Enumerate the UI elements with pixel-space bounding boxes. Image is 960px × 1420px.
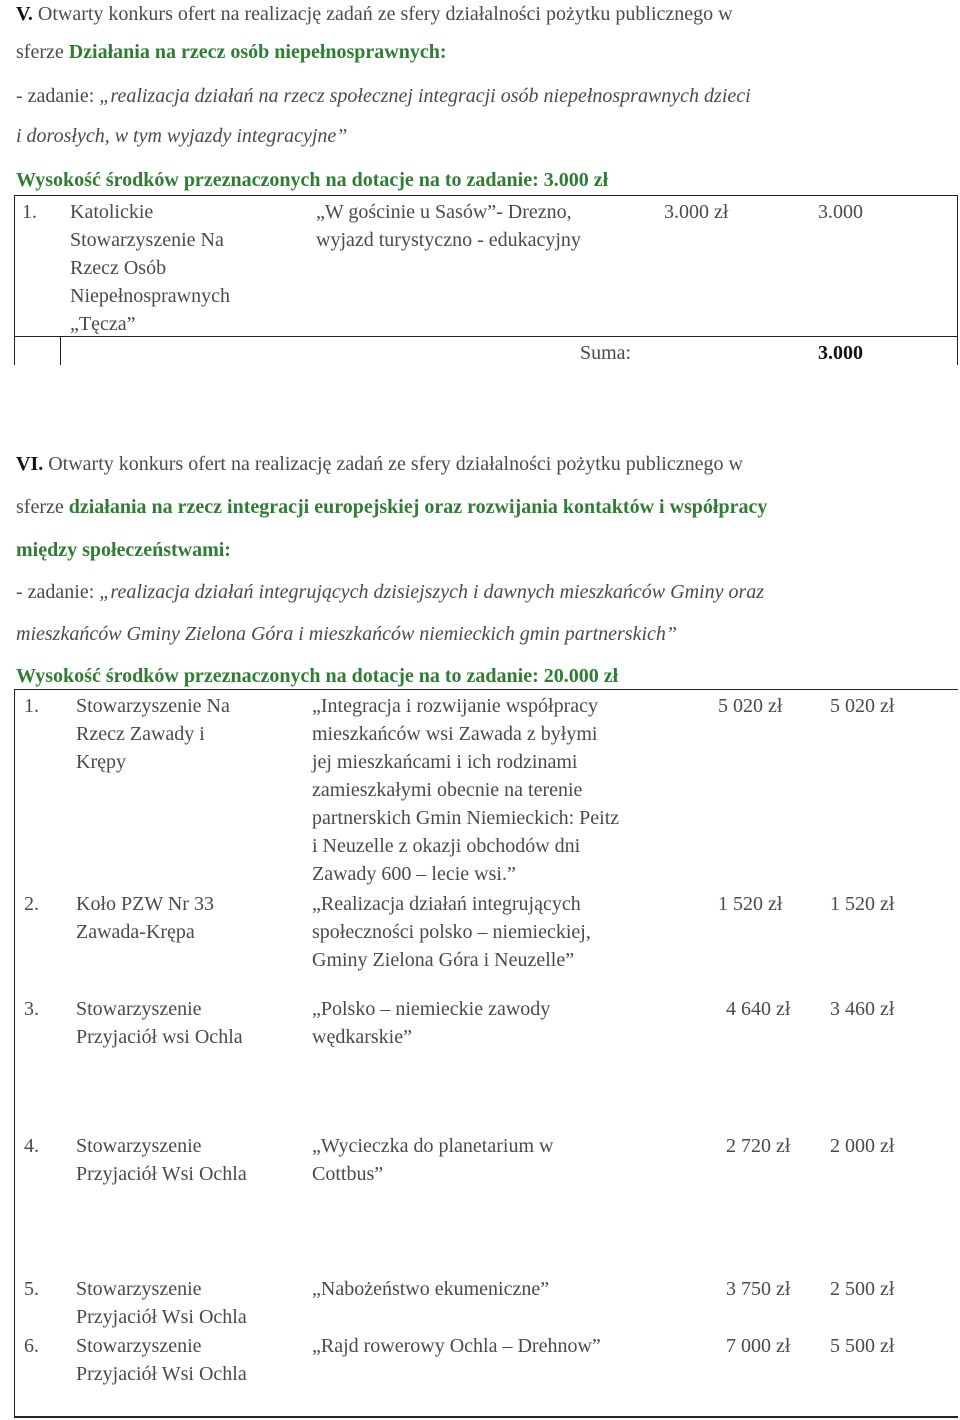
row-organization: Katolickie Stowarzyszenie Na Rzecz Osób Niepełnosprawnych „Tęcza” (70, 201, 230, 335)
row-project: „Polsko – niemieckie zawody wędkarskie” (312, 998, 551, 1048)
row-project: „Integracja i rozwijanie współpracy mieszkańców wsi Zawada z byłymi jej mieszkańcami i ich rodzinami zamieszkałymi obecnie na terenie partnerskich Gmin Niemieckich: Peitz i Neuzelle z okazji obchodów dni Zawady 600 – lecie wsi.” (312, 695, 620, 885)
section5-funds: Wysokość środków przeznaczonych na dotacje na to zadanie: 3.000 zł (16, 169, 609, 191)
row-organization: Stowarzyszenie Przyjaciół Wsi Ochla (76, 1335, 247, 1385)
row-granted-amount: 3 460 zł (830, 998, 895, 1020)
row-requested-amount: 3.000 zł (664, 201, 729, 223)
row-organization: Stowarzyszenie Przyjaciół Wsi Ochla (76, 1135, 247, 1185)
row-project: „Nabożeństwo ekumeniczne” (312, 1278, 550, 1300)
section6-heading-line1: VI. Otwarty konkurs ofert na realizację zadań ze sfery działalności pożytku publicznego w (16, 453, 743, 475)
section6-heading-line3: między społeczeństwami: (16, 539, 231, 561)
sum-label: Suma: (580, 342, 632, 364)
row-project: „W gościnie u Sasów”- Drezno, wyjazd turystyczno - edukacyjny (316, 201, 581, 251)
row-project: „Rajd rowerowy Ochla – Drehnow” (312, 1335, 601, 1357)
row-number: 3. (24, 998, 39, 1020)
row-requested-amount: 4 640 zł (726, 998, 791, 1020)
row-granted-amount: 3.000 (818, 201, 863, 223)
row-granted-amount: 2 500 zł (830, 1278, 895, 1300)
row-number: 4. (24, 1135, 39, 1157)
row-organization: Koło PZW Nr 33 Zawada-Krępa (76, 893, 214, 943)
section5-heading-line2: sferze Działania na rzecz osób niepełnosprawnych: (16, 41, 447, 63)
section6-task-line1: - zadanie: „realizacja działań integrujących dzisiejszych i dawnych mieszkańców Gminy oraz (16, 581, 765, 603)
section6-task-line2: mieszkańców Gminy Zielona Góra i mieszkańców niemieckich gmin partnerskich” (16, 623, 678, 645)
section5-task-line1: - zadanie: „realizacja działań na rzecz społecznej integracji osób niepełnosprawnych dzieci (16, 85, 751, 107)
section5-heading-line1: V. Otwarty konkurs ofert na realizację zadań ze sfery działalności pożytku publicznego w (16, 3, 733, 25)
row-granted-amount: 5 020 zł (830, 695, 895, 717)
row-number: 6. (24, 1335, 39, 1357)
row-granted-amount: 1 520 zł (830, 893, 895, 915)
row-granted-amount: 5 500 zł (830, 1335, 895, 1357)
row-number: 5. (24, 1278, 39, 1300)
row-number: 1. (22, 201, 37, 223)
row-granted-amount: 2 000 zł (830, 1135, 895, 1157)
row-requested-amount: 5 020 zł (718, 695, 783, 717)
row-project: „Wycieczka do planetarium w Cottbus” (312, 1135, 554, 1185)
section6-funds: Wysokość środków przeznaczonych na dotacje na to zadanie: 20.000 zł (16, 665, 619, 687)
row-requested-amount: 2 720 zł (726, 1135, 791, 1157)
row-requested-amount: 7 000 zł (726, 1335, 791, 1357)
row-requested-amount: 3 750 zł (726, 1278, 791, 1300)
row-organization: Stowarzyszenie Przyjaciół Wsi Ochla (76, 1278, 247, 1328)
row-number: 1. (24, 695, 39, 717)
section6-heading-line2: sferze działania na rzecz integracji europejskiej oraz rozwijania kontaktów i współpracy (16, 496, 768, 518)
row-organization: Stowarzyszenie Na Rzecz Zawady i Krępy (76, 695, 230, 773)
row-requested-amount: 1 520 zł (718, 893, 783, 915)
row-organization: Stowarzyszenie Przyjaciół wsi Ochla (76, 998, 243, 1048)
row-number: 2. (24, 893, 39, 915)
sum-value: 3.000 (818, 342, 863, 364)
row-project: „Realizacja działań integrujących społeczności polsko – niemieckiej, Gminy Zielona Góra i Neuzelle” (312, 893, 591, 971)
section5-task-line2: i dorosłych, w tym wyjazdy integracyjne” (16, 125, 348, 147)
